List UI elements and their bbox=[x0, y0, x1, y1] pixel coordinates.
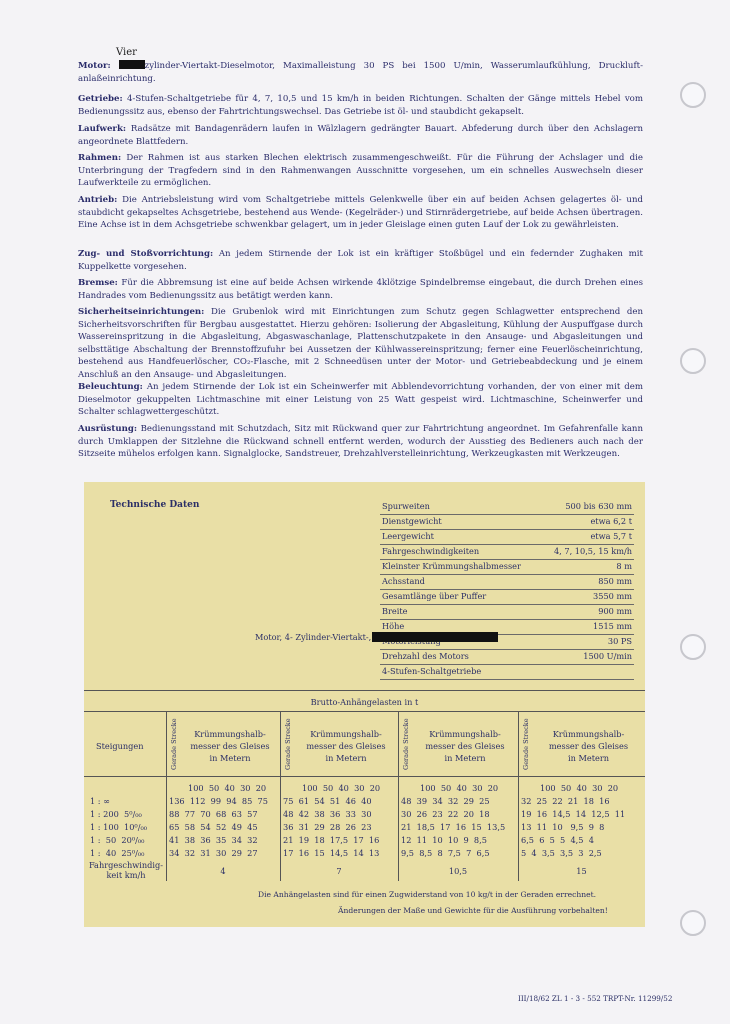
para-text: Der Rahmen ist aus starken Blechen elektrisch zusammengeschweißt. Für die Führung der Achslager und die Unterbringung der Tragfedern sind in den Rahmenwangen Ausschnitte vorgesehen, um ein schnelles Auswechseln dieser Laufwerkteile zu ermöglichen. bbox=[78, 153, 644, 189]
load-row: 9,5 8,5 8 7,5 7 6,5 bbox=[401, 848, 490, 858]
redaction-bar bbox=[372, 632, 498, 642]
para-label: Getriebe: bbox=[78, 94, 123, 104]
spec-value: 8 m bbox=[616, 561, 632, 571]
punch-hole bbox=[680, 910, 706, 936]
para-getriebe bbox=[78, 93, 643, 118]
load-row: 21 19 18 17,5 17 16 bbox=[283, 835, 380, 845]
spec-value: 850 mm bbox=[598, 576, 632, 586]
spec-label: Dienstgewicht bbox=[382, 516, 442, 526]
radius-header: 100 50 40 30 20 bbox=[420, 783, 499, 793]
spec-label: Achsstand bbox=[382, 576, 425, 586]
para-zug bbox=[78, 248, 643, 273]
spec-label: 4-Stufen-Schaltgetriebe bbox=[382, 666, 482, 676]
load-row: 65 58 54 52 49 45 bbox=[169, 822, 258, 832]
gradient-label: 1 : 50 20⁰/₀₀ bbox=[90, 835, 145, 845]
speed-value: 4 bbox=[220, 866, 226, 876]
load-row: 32 25 22 21 18 16 bbox=[521, 796, 610, 806]
spec-label: Gesamtlänge über Puffer bbox=[382, 591, 487, 601]
spec-value: 4, 7, 10,5, 15 km/h bbox=[553, 546, 632, 556]
handwritten-insert: Vier bbox=[116, 47, 137, 58]
radius-header: 100 50 40 30 20 bbox=[188, 783, 267, 793]
spec-row bbox=[380, 663, 634, 680]
gerade-strecke-label: Gerade Strecke bbox=[284, 718, 292, 770]
para-text: Radsätze mit Bandagenrädern laufen in Wälzlagern gedrängter Bauart. Abfederung durch über den Achslagern angeordnete Blattfedern. bbox=[78, 124, 644, 147]
col-divider bbox=[518, 711, 519, 881]
para-rahmen bbox=[78, 152, 643, 190]
load-row: 5 4 3,5 3,5 3 2,5 bbox=[521, 848, 602, 858]
punch-hole bbox=[680, 634, 706, 660]
loads-title: Brutto-Anhängelasten in t bbox=[310, 697, 419, 707]
para-text: 4-Stufen-Schaltgetriebe für 4, 7, 10,5 und 15 km/h in beiden Richtungen. Schalten der Gänge mittels Hebel vom Bedienungssitz aus, ebenso der Fahrtrichtungswechsel. Das Getriebe ist öl- und staubdicht gekapselt. bbox=[78, 94, 643, 117]
spec-value: etwa 6,2 t bbox=[590, 516, 632, 526]
para-label: Bremse: bbox=[78, 278, 118, 288]
note-aenderungen: Änderungen der Maße und Gewichte für die Ausführung vorbehalten! bbox=[338, 906, 608, 915]
load-row: 48 39 34 32 29 25 bbox=[401, 796, 490, 806]
radius-header: 100 50 40 30 20 bbox=[302, 783, 381, 793]
steigungen-header: Steigungen bbox=[96, 741, 144, 751]
para-beleuchtung bbox=[78, 381, 643, 419]
para-text: An jedem Stirnende der Lok ist ein Scheinwerfer mit Abblendevorrichtung vorhanden, der von einer mit dem Dieselmotor gekuppelten Lichtmaschine mit einer Leistung von 25 Watt gespeist wird. Lichtmaschine, Scheinwerfer und Schalter schlagwettergeschützt. bbox=[78, 382, 643, 418]
para-antrieb bbox=[78, 194, 643, 232]
gradient-label: 1 : 200 5⁰/₀₀ bbox=[90, 809, 142, 819]
spec-label: Kleinster Krümmungshalbmesser bbox=[382, 561, 521, 571]
spec-value: 3550 mm bbox=[593, 591, 632, 601]
speed-value: 10,5 bbox=[448, 866, 468, 876]
load-row: 34 32 31 30 29 27 bbox=[169, 848, 258, 858]
speed-label: Fahrgeschwindig- keit km/h bbox=[88, 860, 164, 880]
spec-label: Höhe bbox=[382, 621, 405, 631]
kruemmung-header: Krümmungshalb- messer des Gleises in Metern bbox=[425, 729, 505, 763]
para-label: Motor: bbox=[78, 61, 111, 71]
load-row: 13 11 10 9,5 9 8 bbox=[521, 822, 605, 832]
load-row: 19 16 14,5 14 12,5 11 bbox=[521, 809, 626, 819]
spec-value: 30 PS bbox=[607, 636, 632, 646]
speed-value: 7 bbox=[336, 866, 342, 876]
gerade-strecke-label: Gerade Strecke bbox=[522, 718, 530, 770]
col-divider bbox=[280, 711, 281, 881]
para-ausruestung bbox=[78, 423, 643, 461]
para-laufwerk bbox=[78, 123, 643, 148]
load-row: 17 16 15 14,5 14 13 bbox=[283, 848, 380, 858]
spec-value: 900 mm bbox=[598, 606, 632, 616]
tech-title: Technische Daten bbox=[110, 500, 200, 510]
punch-hole bbox=[680, 348, 706, 374]
para-text: Bedienungsstand mit Schutzdach, Sitz mit Rückwand quer zur Fahrtrichtung angeordnet. Im Gefahrenfalle kann durch Umklappen der Sitzlehne die Rückwand schnell entfernt werden, wodurch der Ausstieg des Bedieners auch nach der Sitzseite mühelos erfolgen kann. Signalglocke, Sandstreuer, Drehzahlverstelleinrichtung, Werkzeugkasten mit Werkzeugen. bbox=[78, 424, 644, 460]
load-row: 88 77 70 68 63 57 bbox=[169, 809, 258, 819]
para-label: Rahmen: bbox=[78, 153, 122, 163]
spec-label: Leergewicht bbox=[382, 531, 434, 541]
load-row: 21 18,5 17 16 15 13,5 bbox=[401, 822, 506, 832]
spec-label: Breite bbox=[382, 606, 408, 616]
gradient-label: 1 : 100 10⁰/₀₀ bbox=[90, 822, 148, 832]
para-sicherheit bbox=[78, 306, 643, 382]
para-label: Ausrüstung: bbox=[78, 424, 138, 434]
radius-header: 100 50 40 30 20 bbox=[540, 783, 619, 793]
para-label: Zug- und Stoßvorrichtung: bbox=[78, 249, 214, 259]
rule bbox=[84, 690, 645, 691]
spec-value: etwa 5,7 t bbox=[590, 531, 632, 541]
note-zugwiderstand: Die Anhängelasten sind für einen Zugwiderstand von 10 kg/t in der Geraden errechnet. bbox=[258, 890, 597, 899]
para-bremse bbox=[78, 277, 643, 302]
gradient-label: 1 : ∞ bbox=[90, 796, 110, 806]
load-row: 36 31 29 28 26 23 bbox=[283, 822, 372, 832]
load-row: 30 26 23 22 20 18 bbox=[401, 809, 490, 819]
para-label: Sicherheitseinrichtungen: bbox=[78, 307, 205, 317]
para-label: Antrieb: bbox=[78, 195, 118, 205]
spec-value: 1500 U/min bbox=[583, 651, 632, 661]
spec-label: Spurweiten bbox=[382, 501, 430, 511]
motor-prefix: Motor, 4- Zylinder-Viertakt-, bbox=[255, 632, 372, 642]
para-text: An jedem Stirnende der Lok ist ein kräftiger Stoßbügel und ein federnder Zughaken mit Kuppelkette vorgesehen. bbox=[78, 249, 643, 272]
col-divider bbox=[166, 711, 167, 881]
para-label: Laufwerk: bbox=[78, 124, 127, 134]
spec-value: 500 bis 630 mm bbox=[565, 501, 632, 511]
para-motor bbox=[78, 60, 643, 85]
spec-label: Fahrgeschwindigkeiten bbox=[382, 546, 480, 556]
rule bbox=[84, 776, 645, 777]
rule bbox=[84, 711, 645, 712]
gerade-strecke-label: Gerade Strecke bbox=[170, 718, 178, 770]
kruemmung-header: Krümmungshalb- messer des Gleises in Metern bbox=[306, 729, 386, 763]
load-row: 75 61 54 51 46 40 bbox=[283, 796, 372, 806]
gradient-label: 1 : 40 25⁰/₀₀ bbox=[90, 848, 145, 858]
load-row: 41 38 36 35 34 32 bbox=[169, 835, 258, 845]
spec-value: 1515 mm bbox=[593, 621, 632, 631]
speed-value: 15 bbox=[576, 866, 587, 876]
para-text: zylinder-Viertakt-Dieselmotor, Maximalleistung 30 PS bei 1500 U/min, Wasserumlaufkühlung, Druckluft-anlaßeinrichtung. bbox=[78, 61, 643, 84]
kruemmung-header: Krümmungshalb- messer des Gleises in Metern bbox=[190, 729, 270, 763]
para-text: Die Grubenlok wird mit Einrichtungen zum Schutz gegen Schlagwetter entsprechend den Sicherheitsvorschriften für Bergbau ausgestattet. Hierzu gehören: Isolierung der Abgasleitung, Kühlung der Auspuffgase durch Wassereinspritzung in die Abgasleitung, Abgaswaschanlage, Plattenschutzpakete in den Ansauge- und Abgasleitungen und selbsttätige Abschaltung der Brennstoffzufuhr bei Aussetzen der Kühlwassereinspritzung; ferner eine Feuerlöscheinrichtung, bestehend aus Handfeuerlöscher, CO₂-Flasche, mit 2 Schneedüsen unter der Motor- und Getriebeabdeckung und je einem Anschluß an den Ansauge- und Abgasleitungen. bbox=[78, 307, 643, 380]
para-label: Beleuchtung: bbox=[78, 382, 143, 392]
load-row: 136 112 99 94 85 75 bbox=[169, 796, 268, 806]
col-divider bbox=[398, 711, 399, 881]
para-text: Die Antriebsleistung wird vom Schaltgetriebe mittels Gelenkwelle über ein auf beiden Achsen gelagertes öl- und staubdicht gekapseltes Achsgetriebe, bestehend aus Wende- (Kegelräder-) und Stirnrädergetriebe, auf beide Achsen übertragen. Eine Achse ist in dem Achsgetriebe schwenkbar gelagert, um in jeder Gleislage einen guten Lauf der Lok zu gewährleisten. bbox=[78, 195, 644, 231]
load-row: 6,5 6 5 5 4,5 4 bbox=[521, 835, 594, 845]
para-text: Für die Abbremsung ist eine auf beide Achsen wirkende 4klötzige Spindelbremse eingebaut, die durch Drehen eines Handrades vom Bedienungssitz aus betätigt werden kann. bbox=[78, 278, 644, 301]
footer-code: III/18/62 ZL 1 - 3 - 552 TRPT-Nr. 11299/52 bbox=[518, 994, 673, 1003]
punch-hole bbox=[680, 82, 706, 108]
load-row: 12 11 10 10 9 8,5 bbox=[401, 835, 487, 845]
redaction-bar bbox=[119, 60, 145, 69]
kruemmung-header: Krümmungshalb- messer des Gleises in Metern bbox=[548, 729, 629, 763]
load-row: 48 42 38 36 33 30 bbox=[283, 809, 372, 819]
gerade-strecke-label: Gerade Strecke bbox=[402, 718, 410, 770]
spec-label: Drehzahl des Motors bbox=[382, 651, 469, 661]
